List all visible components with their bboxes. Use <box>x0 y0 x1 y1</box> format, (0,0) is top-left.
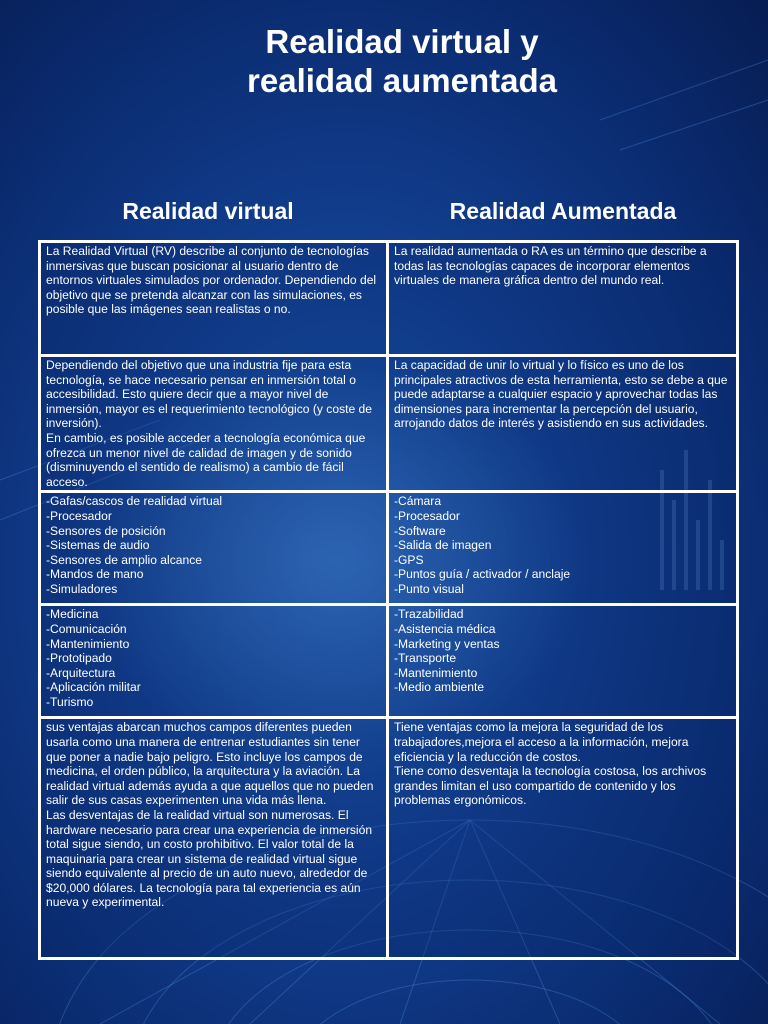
vr-characteristics-cell: Dependiendo del objetivo que una industria fije para esta tecnología, se hace necesario pensar en inmersión total o accesibilidad. Esto quiere decir que a mayor nivel de inmersión, mayor es el requerimiento tecnológico (y coste de inversión). En cambio, es posible acceder a tecnología económica que ofrezca un menor nivel de calidad de imagen y de sonido (disminuyendo el sentido de realismo) a cambio de fácil acceso. <box>40 356 388 492</box>
comparison-table <box>38 240 739 960</box>
table-row <box>40 242 738 356</box>
table-row <box>40 356 738 492</box>
ar-components-cell: -Cámara -Procesador -Software -Salida de imagen -GPS -Puntos guía / activador / anclaje -Punto visual <box>388 492 738 605</box>
ar-applications-cell: -Trazabilidad -Asistencia médica -Marketing y ventas -Transporte -Mantenimiento -Medio ambiente <box>388 605 738 718</box>
table-row <box>40 718 738 959</box>
ar-definition-cell: La realidad aumentada o RA es un término que describe a todas las tecnologías capaces de incorporar elementos virtuales de manera gráfica dentro del mundo real. <box>388 242 738 356</box>
table-row <box>40 605 738 718</box>
vr-applications-cell: -Medicina -Comunicación -Mantenimiento -Prototipado -Arquitectura -Aplicación militar -Turismo <box>40 605 388 718</box>
page-title <box>0 22 768 100</box>
ar-pros-cons-cell: Tiene ventajas como la mejora la seguridad de los trabajadores,mejora el acceso a la información, mejora eficiencia y la reducción de costos. Tiene como desventaja la tecnología costosa, los archivos grandes limitan el uso compartido de contenido y los problemas ergonómicos. <box>388 718 738 959</box>
column-heading-vr: Realidad virtual <box>122 198 294 224</box>
table-row <box>40 492 738 605</box>
vr-components-cell: -Gafas/cascos de realidad virtual -Procesador -Sensores de posición -Sistemas de audio -Sensores de amplio alcance -Mandos de mano -Simuladores <box>40 492 388 605</box>
title-line-2: realidad aumentada <box>247 62 557 99</box>
vr-definition-cell: La Realidad Virtual (RV) describe al conjunto de tecnologías inmersivas que buscan posicionar al usuario dentro de entornos virtuales simulados por ordenador. Dependiendo del objetivo que se pretenda alcanzar con las simulaciones, es posible que las imágenes sean realistas o no. <box>40 242 388 356</box>
ar-characteristics-cell: La capacidad de unir lo virtual y lo físico es uno de los principales atractivos de esta herramienta, esto se debe a que puede adaptarse a cualquier espacio y aprovechar todas las dimensiones para incrementar la percepción del usuario, arrojando datos de interés y asistiendo en sus actividades. <box>388 356 738 492</box>
column-heading-ar: Realidad Aumentada <box>449 198 677 224</box>
title-line-1: Realidad virtual y <box>265 23 539 60</box>
vr-pros-cons-cell: sus ventajas abarcan muchos campos diferentes pueden usarla como una manera de entrenar estudiantes sin tener que poner a nadie bajo peligro. Esto incluye los campos de medicina, el orden público, la arquitectura y la aviación. La realidad virtual además ayuda a que aquellos que no pueden salir de sus casas experimenten una vida más llena. Las desventajas de la realidad virtual son numerosas. El hardware necesario para crear una experiencia de inmersión total sigue siendo, un costo prohibitivo. El valor total de la maquinaria para crear un sistema de realidad virtual sigue siendo equivalente al precio de un auto nuevo, alrededor de $20,000 dólares. La tecnología para tal experiencia es aún nueva y experimental. <box>40 718 388 959</box>
